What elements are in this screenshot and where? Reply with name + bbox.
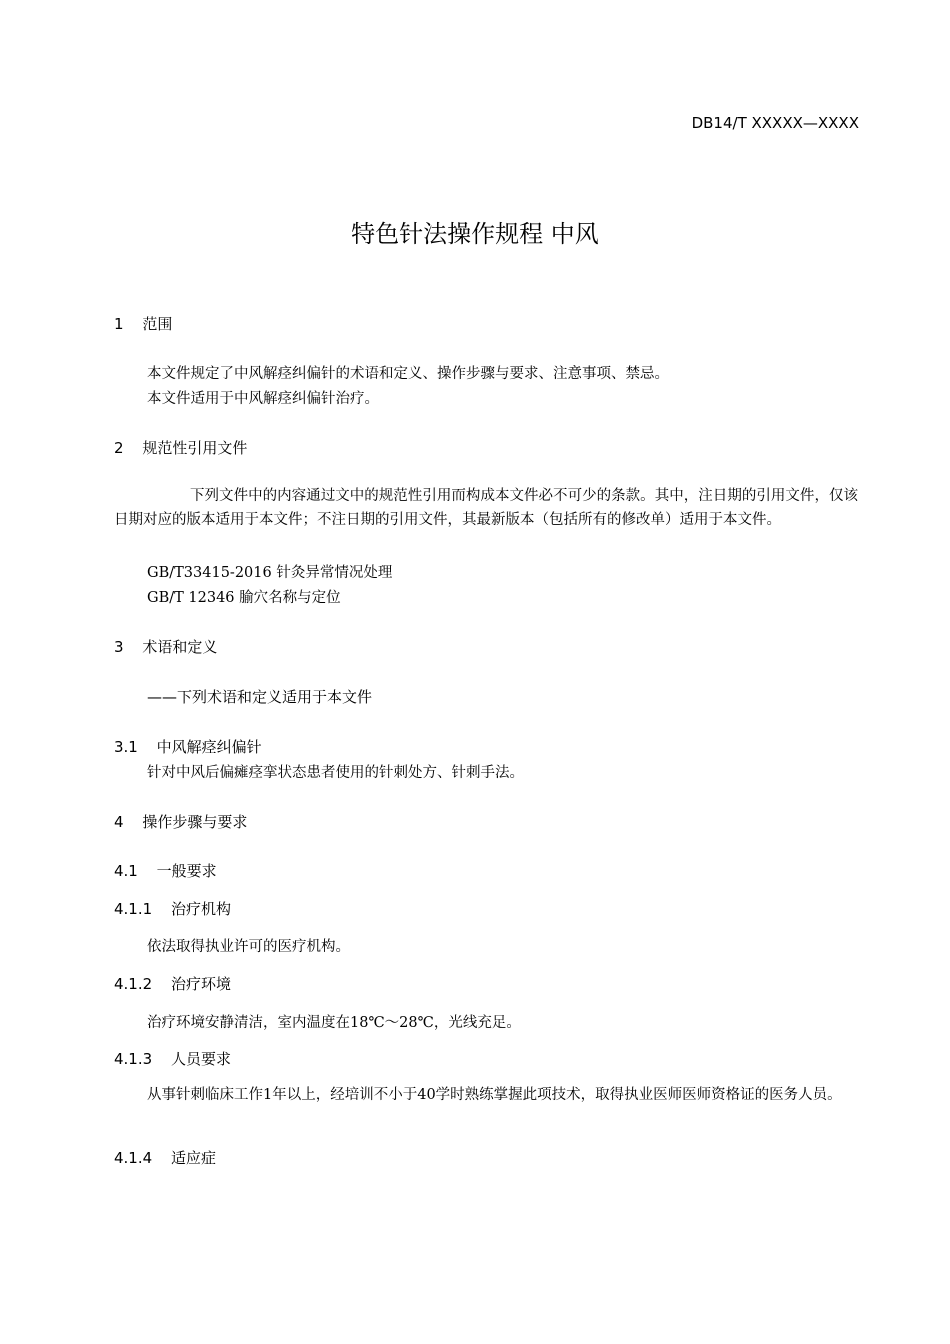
section-number: 4.1.4 [114, 1149, 153, 1167]
section-4-1-2-paragraph: 治疗环境安静清洁，室内温度在18℃～28℃，光线充足。 [147, 1015, 521, 1031]
section-title: 人员要求 [170, 1050, 231, 1068]
section-number: 4.1.1 [114, 900, 153, 918]
section-1-heading [114, 313, 172, 334]
section-number: 1 [114, 315, 124, 333]
section-number: 3.1 [114, 738, 138, 756]
section-4-1-1-heading [114, 898, 231, 919]
section-4-1-4-heading [114, 1147, 216, 1168]
section-title: 适应症 [170, 1149, 216, 1167]
section-3-intro: ——下列术语和定义适用于本文件 [147, 688, 373, 706]
section-number: 4.1.2 [114, 975, 153, 993]
section-number: 2 [114, 439, 124, 457]
section-title: 操作步骤与要求 [142, 813, 248, 831]
section-4-1-heading [114, 860, 217, 881]
reference-item: GB/T 12346 腧穴名称与定位 [147, 590, 341, 606]
document-number: DB14/T XXXXX—XXXX [691, 114, 859, 132]
section-title: 治疗环境 [170, 975, 231, 993]
section-number: 4.1.3 [114, 1050, 153, 1068]
section-title: 规范性引用文件 [142, 439, 248, 457]
section-title: 治疗机构 [170, 900, 231, 918]
section-4-1-1-paragraph: 依法取得执业许可的医疗机构。 [147, 939, 350, 955]
section-4-1-2-heading [114, 973, 231, 994]
section-2-paragraph-1: 下列文件中的内容通过文中的规范性引用而构成本文件必不可少的条款。其中，注日期的引用文件，仅该日期对应的版本适用于本文件；不注日期的引用文件，其最新版本（包括所有的修改单）适用于本文件。 [114, 488, 858, 528]
section-title: 一般要求 [156, 862, 217, 880]
section-number: 4 [114, 813, 124, 831]
section-number: 4.1 [114, 862, 138, 880]
section-4-1-3-heading [114, 1048, 231, 1069]
section-3-1-paragraph: 针对中风后偏瘫痉挛状态患者使用的针刺处方、针刺手法。 [147, 765, 524, 781]
section-number: 3 [114, 638, 124, 656]
section-1-paragraph-1: 本文件规定了中风解痉纠偏针的术语和定义、操作步骤与要求、注意事项、禁忌。 [147, 366, 669, 382]
section-2-heading [114, 437, 247, 458]
section-title: 范围 [142, 315, 173, 333]
reference-item: GB/T33415-2016 针灸异常情况处理 [147, 565, 393, 581]
section-3-heading [114, 636, 217, 657]
section-1-paragraph-2: 本文件适用于中风解痉纠偏针治疗。 [147, 391, 379, 407]
document-title: 特色针法操作规程 中风 [351, 220, 599, 248]
section-4-heading [114, 811, 247, 832]
section-title: 中风解痉纠偏针 [156, 738, 262, 756]
section-4-1-3-paragraph: 从事针刺临床工作1年以上，经培训不小于40学时熟练掌握此项技术，取得执业医师医师资格证的医务人员。 [147, 1087, 842, 1103]
section-3-1-heading [114, 736, 262, 757]
section-title: 术语和定义 [142, 638, 218, 656]
